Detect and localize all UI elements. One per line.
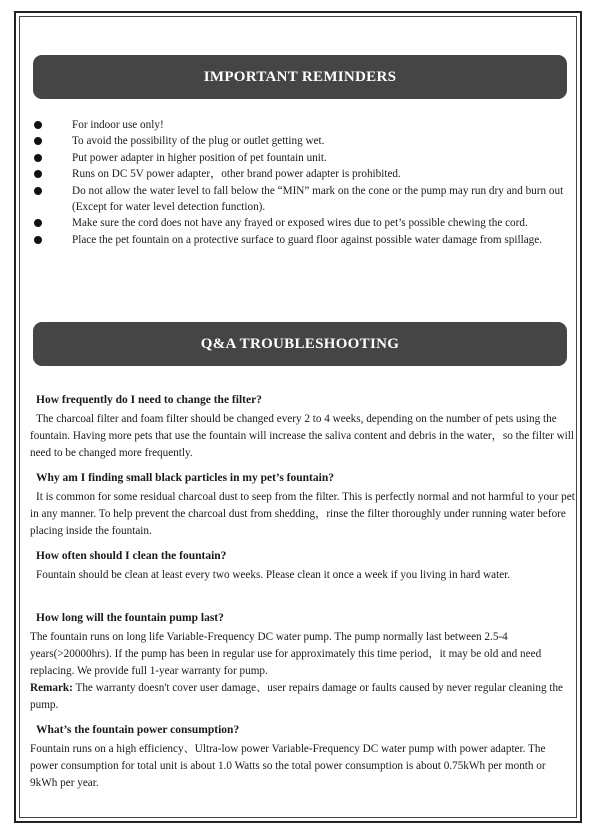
bullet-icon <box>34 170 42 178</box>
qa-question: How long will the fountain pump last? <box>36 612 224 624</box>
qa-question: What’s the fountain power consumption? <box>36 724 240 736</box>
reminder-item <box>32 166 572 182</box>
bullet-icon <box>34 219 42 227</box>
remark-label: Remark: <box>30 682 73 694</box>
bullet-icon <box>34 187 42 195</box>
reminder-item <box>32 133 572 149</box>
qa-question: How frequently do I need to change the filter? <box>36 394 262 406</box>
important-reminders-title: IMPORTANT REMINDERS <box>203 68 397 85</box>
bullet-icon <box>34 137 42 145</box>
qa-item-pump-life <box>30 610 575 714</box>
bullet-icon <box>34 236 42 244</box>
qa-answer: The charcoal filter and foam filter should be changed every 2 to 4 weeks, depending on the number of pets using the fountain. Having more pets that use the fountain will increase the saliva content and debris in the water，so the filter will need to be changed more frequently. <box>30 413 574 459</box>
reminder-item <box>32 215 572 231</box>
reminder-text: Put power adapter in higher position of pet fountain unit. <box>72 151 327 164</box>
reminder-text: Make sure the cord does not have any frayed or exposed wires due to pet’s possible chewing the cord. <box>72 217 528 230</box>
reminder-item <box>32 183 572 216</box>
qa-troubleshooting-banner <box>33 322 567 366</box>
bullet-icon <box>34 121 42 129</box>
reminder-text: Place the pet fountain on a protective surface to guard floor against possible water damage from spillage. <box>72 233 543 246</box>
qa-item-cleaning <box>30 548 575 584</box>
reminder-item <box>32 117 572 133</box>
qa-item-power <box>30 722 575 792</box>
qa-remark <box>30 680 575 714</box>
reminders-list <box>32 117 572 248</box>
reminder-text: For indoor use only! <box>72 119 164 131</box>
qa-item-black-particles <box>30 470 575 540</box>
qa-troubleshooting-title: Q&A TROUBLESHOOTING <box>200 335 400 352</box>
reminder-text: Do not allow the water level to fall below the “MIN” mark on the cone or the pump may run dry and burn out (Except for water level detection function). <box>72 184 564 214</box>
reminder-item <box>32 232 572 248</box>
qa-item-filter <box>30 392 575 462</box>
qa-answer: Fountain runs on a high efficiency、Ultra-low power Variable-Frequency DC water pump with power adapter. The power consumption for total unit is about 1.0 Watts so the total power consumption is about 0.75kWh per month or 9kWh per year. <box>30 743 546 789</box>
remark-text: The warranty doesn't cover user damage、user repairs damage or faults caused by never regular cleaning the pump. <box>30 682 564 711</box>
reminder-item <box>32 150 572 166</box>
reminder-text: Runs on DC 5V power adapter，other brand power adapter is prohibited. <box>72 168 401 181</box>
qa-question: How often should I clean the fountain? <box>36 550 227 562</box>
important-reminders-banner <box>33 55 567 99</box>
bullet-icon <box>34 154 42 162</box>
qa-answer: Fountain should be clean at least every two weeks. Please clean it once a week if you living in hard water. <box>36 569 511 581</box>
qa-question: Why am I finding small black particles in my pet’s fountain? <box>36 472 334 484</box>
qa-answer: The fountain runs on long life Variable-Frequency DC water pump. The pump normally last between 2.5-4 years(>20000hrs). If the pump has been in regular use for approximately this time period，it may be old and need replacing. We provide full 1-year warranty for pump. <box>30 631 542 677</box>
reminder-text: To avoid the possibility of the plug or outlet getting wet. <box>72 135 325 148</box>
qa-answer: It is common for some residual charcoal dust to seep from the filter. This is perfectly normal and not harmful to your pet in any manner. To help prevent the charcoal dust from shedding，rinse the filter thoroughly under running water before placing inside the fountain. <box>30 491 575 537</box>
